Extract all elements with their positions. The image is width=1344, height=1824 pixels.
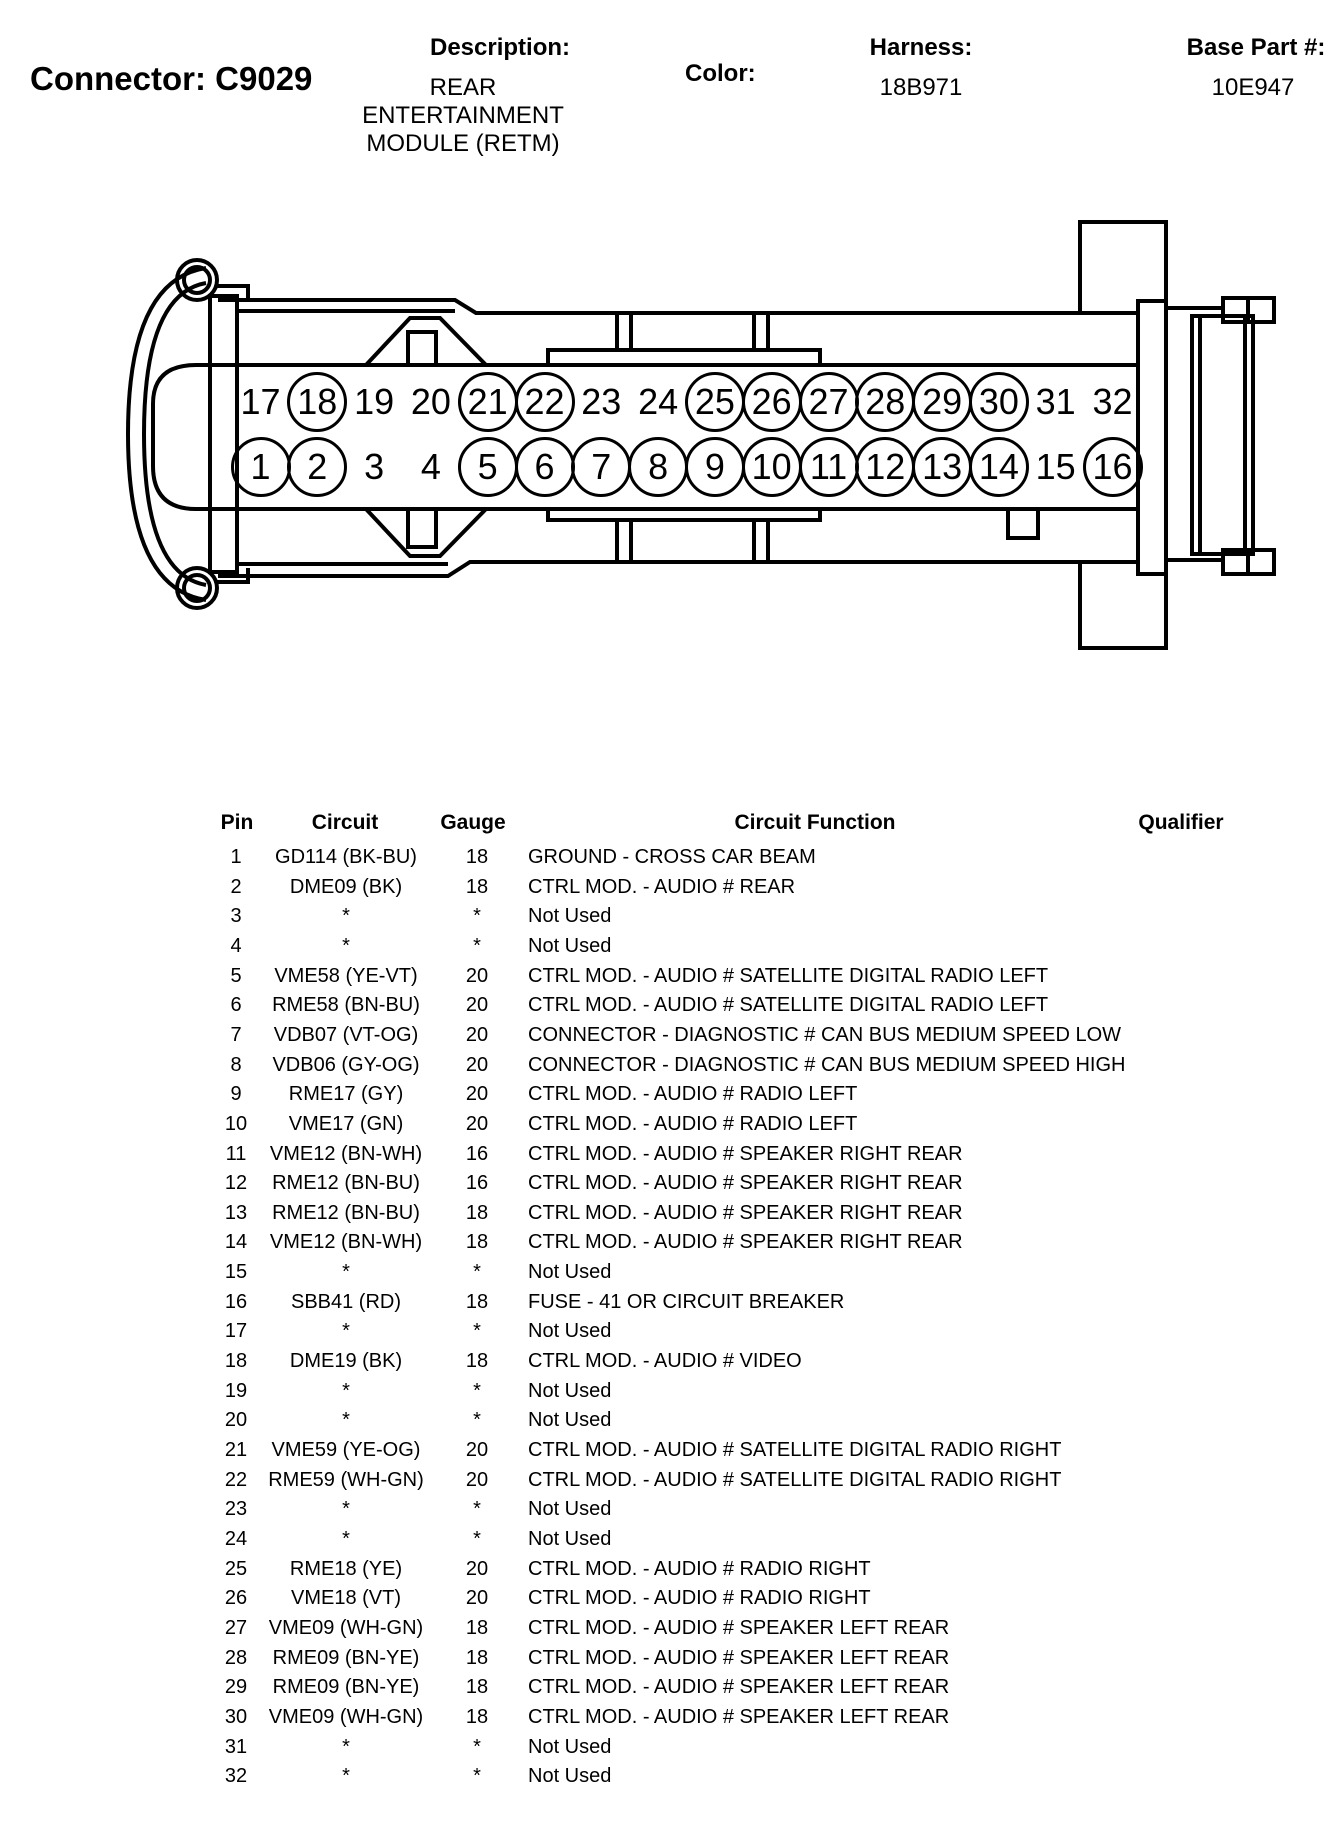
key-notch-top: [408, 332, 436, 365]
gauge-cell: *: [473, 1498, 481, 1521]
circuit-cell: *: [342, 1735, 350, 1758]
gauge-cell: 20: [465, 1053, 489, 1076]
gauge-cell: 18: [465, 1676, 489, 1699]
function-cell: Not Used: [528, 1379, 612, 1402]
function-cell: CTRL MOD. - AUDIO # SPEAKER RIGHT REAR: [528, 1142, 963, 1165]
pin-31: 31: [1035, 380, 1076, 422]
table-row: [0, 1054, 1344, 1084]
description-value: REAR ENTERTAINMENT MODULE (RETM): [362, 74, 564, 157]
table-row: [0, 1558, 1344, 1588]
pin-5: 5: [458, 437, 518, 497]
pin-cell: 7: [230, 1023, 242, 1046]
pin-cell: 18: [224, 1350, 248, 1373]
gauge-cell: *: [473, 905, 481, 928]
pin-cell: 20: [224, 1409, 248, 1432]
table-row: [0, 994, 1344, 1024]
col-pin: Pin: [220, 811, 254, 834]
function-cell: CTRL MOD. - AUDIO # SPEAKER LEFT REAR: [528, 1705, 950, 1728]
pin-cell: 2: [230, 875, 242, 898]
plateau-top-leg-left: [617, 313, 631, 350]
pin-10: 10: [742, 437, 802, 497]
table-row: [0, 935, 1344, 965]
circuit-cell: VME09 (WH-GN): [268, 1616, 424, 1639]
pin-cell: 29: [224, 1676, 248, 1699]
pin-cell: 31: [224, 1735, 248, 1758]
circuit-cell: VME12 (BN-WH): [269, 1231, 423, 1254]
function-cell: CTRL MOD. - AUDIO # VIDEO: [528, 1350, 802, 1373]
pin-cell: 1: [230, 846, 242, 868]
circuit-cell: *: [342, 1409, 350, 1432]
pin-cell: 9: [230, 1083, 242, 1106]
plateau-top-leg-right: [754, 313, 768, 350]
circuit-cell: VDB07 (VT-OG): [273, 1023, 419, 1046]
plateau-top: [548, 350, 820, 365]
table-row: [0, 1617, 1344, 1647]
pin-16: 16: [1083, 437, 1143, 497]
gauge-cell: 18: [465, 846, 489, 868]
circuit-cell: RME17 (GY): [288, 1083, 404, 1106]
pin-13: 13: [912, 437, 972, 497]
circuit-cell: RME09 (BN-YE): [272, 1676, 420, 1699]
circuit-cell: RME12 (BN-BU): [272, 1172, 420, 1195]
pin-cell: 25: [224, 1557, 248, 1580]
pin-25: 25: [685, 372, 745, 432]
base-part-value: 10E947: [1211, 74, 1295, 101]
gauge-cell: 18: [465, 1231, 489, 1254]
pin-cell: 30: [224, 1705, 248, 1728]
gauge-cell: 18: [465, 1290, 489, 1313]
table-row: [0, 1409, 1344, 1439]
pin-cell: 24: [224, 1527, 248, 1550]
pin-27: 27: [799, 372, 859, 432]
function-cell: Not Used: [528, 1261, 612, 1284]
function-cell: GROUND - CROSS CAR BEAM: [528, 846, 816, 868]
circuit-cell: DME19 (BK): [289, 1350, 403, 1373]
table-row: [0, 1736, 1344, 1766]
gauge-cell: 18: [465, 1705, 489, 1728]
circuit-cell: *: [342, 934, 350, 957]
pin-4: 4: [420, 445, 441, 487]
gauge-cell: *: [473, 1379, 481, 1402]
pin-15: 15: [1035, 445, 1076, 487]
function-cell: Not Used: [528, 1735, 612, 1758]
pin-30: 30: [969, 372, 1029, 432]
circuit-cell: DME09 (BK): [289, 875, 403, 898]
gauge-cell: *: [473, 1320, 481, 1343]
pin-18: 18: [287, 372, 347, 432]
circuit-cell: SBB41 (RD): [290, 1290, 402, 1313]
gauge-cell: 20: [465, 1468, 489, 1491]
function-cell: CTRL MOD. - AUDIO # SPEAKER RIGHT REAR: [528, 1172, 963, 1195]
pin-cell: 8: [230, 1053, 242, 1076]
plateau-bottom-leg-right: [754, 520, 768, 562]
gauge-cell: 18: [465, 1616, 489, 1639]
pin-cell: 12: [224, 1172, 248, 1195]
table-row: [0, 905, 1344, 935]
circuit-cell: *: [342, 905, 350, 928]
gauge-cell: 20: [465, 964, 489, 987]
circuit-cell: RME09 (BN-YE): [272, 1646, 420, 1669]
table-row: [0, 1291, 1344, 1321]
table-row: [0, 1202, 1344, 1232]
pin-12: 12: [855, 437, 915, 497]
function-cell: CTRL MOD. - AUDIO # RADIO LEFT: [528, 1083, 858, 1106]
function-cell: Not Used: [528, 905, 612, 928]
table-row: [0, 1706, 1344, 1736]
function-cell: CTRL MOD. - AUDIO # SPEAKER LEFT REAR: [528, 1646, 950, 1669]
function-cell: CTRL MOD. - AUDIO # RADIO RIGHT: [528, 1557, 871, 1580]
function-cell: FUSE - 41 OR CIRCUIT BREAKER: [528, 1290, 845, 1313]
function-cell: CTRL MOD. - AUDIO # SATELLITE DIGITAL RADIO LEFT: [528, 994, 1049, 1017]
pin-9: 9: [685, 437, 745, 497]
pin-cell: 21: [224, 1439, 248, 1461]
circuit-cell: *: [342, 1765, 350, 1788]
pin-8: 8: [628, 437, 688, 497]
pin-cell: 11: [225, 1142, 247, 1165]
table-row: [0, 846, 1344, 876]
harness-value: 18B971: [879, 74, 963, 101]
gauge-cell: 18: [465, 1646, 489, 1669]
key-notch-bottom: [408, 509, 436, 547]
function-cell: Not Used: [528, 1498, 612, 1521]
function-cell: CTRL MOD. - AUDIO # RADIO RIGHT: [528, 1587, 871, 1610]
pin-21: 21: [458, 372, 518, 432]
pin-cell: 15: [224, 1261, 248, 1284]
circuit-cell: *: [342, 1379, 350, 1402]
left-wall: [210, 296, 237, 572]
circuit-cell: VDB06 (GY-OG): [272, 1053, 420, 1076]
table-row: [0, 1765, 1344, 1795]
pin-cell: 23: [224, 1498, 248, 1521]
circuit-cell: VME18 (VT): [290, 1587, 402, 1610]
pin-cell: 28: [224, 1646, 248, 1669]
pin-cell: 19: [224, 1379, 248, 1402]
gauge-cell: *: [473, 1735, 481, 1758]
gauge-cell: 20: [465, 1112, 489, 1135]
function-cell: CTRL MOD. - AUDIO # SATELLITE DIGITAL RADIO RIGHT: [528, 1439, 1062, 1461]
connector-diagram: [0, 0, 1344, 700]
harness-label: Harness:: [869, 34, 973, 61]
circuit-cell: VME59 (YE-OG): [271, 1439, 421, 1461]
function-cell: CTRL MOD. - AUDIO # SPEAKER LEFT REAR: [528, 1616, 950, 1639]
connector-title: Connector: C9029: [30, 60, 313, 97]
table-row: [0, 1143, 1344, 1173]
gauge-cell: 20: [465, 1023, 489, 1046]
pin-28: 28: [855, 372, 915, 432]
table-row: [0, 1498, 1344, 1528]
col-circuit-function: Circuit Function: [734, 811, 896, 834]
circuit-cell: *: [342, 1498, 350, 1521]
pin-17: 17: [240, 380, 281, 422]
circuit-cell: *: [342, 1527, 350, 1550]
pin-23: 23: [581, 380, 622, 422]
pin-cell: 6: [230, 994, 242, 1017]
pin-cell: 5: [230, 964, 242, 987]
gauge-cell: 20: [465, 1083, 489, 1106]
table-row: [0, 1587, 1344, 1617]
gauge-cell: *: [473, 1261, 481, 1284]
table-row: [0, 1172, 1344, 1202]
right-flange: [1138, 301, 1166, 574]
table-row: [0, 1528, 1344, 1558]
table-row: [0, 876, 1344, 906]
description-label: Description:: [429, 34, 571, 61]
pin-1: 1: [231, 437, 291, 497]
circuit-cell: RME12 (BN-BU): [272, 1201, 420, 1224]
circuit-cell: *: [342, 1261, 350, 1284]
col-gauge: Gauge: [440, 811, 506, 834]
table-row: [0, 1261, 1344, 1291]
circuit-cell: VME58 (YE-VT): [274, 964, 418, 987]
circuit-cell: GD114 (BK-BU): [275, 846, 417, 868]
pin-19: 19: [354, 380, 395, 422]
circuit-cell: RME59 (WH-GN): [268, 1468, 424, 1491]
pin-24: 24: [638, 380, 679, 422]
gauge-cell: 16: [465, 1172, 489, 1195]
table-row: [0, 1113, 1344, 1143]
function-cell: CTRL MOD. - AUDIO # SATELLITE DIGITAL RADIO RIGHT: [528, 1468, 1062, 1491]
function-cell: CTRL MOD. - AUDIO # SATELLITE DIGITAL RADIO LEFT: [528, 964, 1049, 987]
function-cell: Not Used: [528, 1527, 612, 1550]
pin-cell: 13: [224, 1201, 248, 1224]
gauge-cell: *: [473, 1409, 481, 1432]
pin-cell: 4: [230, 934, 242, 957]
table-row: [0, 1380, 1344, 1410]
circuit-cell: VME12 (BN-WH): [269, 1142, 423, 1165]
table-row: [0, 1469, 1344, 1499]
base-part-label: Base Part #:: [1186, 34, 1326, 61]
function-cell: Not Used: [528, 934, 612, 957]
pin-29: 29: [912, 372, 972, 432]
function-cell: CTRL MOD. - AUDIO # SPEAKER LEFT REAR: [528, 1676, 950, 1699]
gauge-cell: 20: [465, 1439, 489, 1461]
function-cell: Not Used: [528, 1320, 612, 1343]
circuit-cell: VME09 (WH-GN): [268, 1705, 424, 1728]
pin-cell: 10: [224, 1112, 248, 1135]
pin-22: 22: [515, 372, 575, 432]
gauge-cell: 16: [465, 1142, 489, 1165]
key-trapezoid-top: [366, 318, 486, 365]
function-cell: CONNECTOR - DIAGNOSTIC # CAN BUS MEDIUM SPEED HIGH: [528, 1053, 1126, 1076]
table-row: [0, 1083, 1344, 1113]
table-row: [0, 1350, 1344, 1380]
gauge-cell: 18: [465, 875, 489, 898]
notch-bottom-right: [1008, 509, 1038, 538]
table-row: [0, 1320, 1344, 1350]
pin-7: 7: [571, 437, 631, 497]
col-circuit: Circuit: [311, 811, 379, 834]
gauge-cell: 18: [465, 1201, 489, 1224]
gauge-cell: *: [473, 1527, 481, 1550]
pin-26: 26: [742, 372, 802, 432]
circuit-cell: VME17 (GN): [288, 1112, 404, 1135]
table-row: [0, 1024, 1344, 1054]
function-cell: Not Used: [528, 1765, 612, 1788]
circuit-cell: RME58 (BN-BU): [272, 994, 420, 1017]
pin-cell: 14: [224, 1231, 248, 1254]
pin-cell: 22: [224, 1468, 248, 1491]
pin-6: 6: [515, 437, 575, 497]
table-row: [0, 1439, 1344, 1469]
function-cell: CONNECTOR - DIAGNOSTIC # CAN BUS MEDIUM SPEED LOW: [528, 1023, 1122, 1046]
table-row: [0, 1676, 1344, 1706]
pin-3: 3: [364, 445, 385, 487]
circuit-cell: RME18 (YE): [289, 1557, 403, 1580]
circuit-cell: *: [342, 1320, 350, 1343]
pin-20: 20: [410, 380, 451, 422]
pin-cell: 17: [224, 1320, 248, 1343]
pin-cell: 3: [230, 905, 242, 928]
pin-cell: 27: [224, 1616, 248, 1639]
gauge-cell: *: [473, 934, 481, 957]
pin-cell: 26: [224, 1587, 248, 1610]
gauge-cell: 20: [465, 994, 489, 1017]
pin-cell: 16: [224, 1290, 248, 1313]
left-cap-outer: [128, 268, 206, 600]
pin-32: 32: [1092, 380, 1133, 422]
function-cell: CTRL MOD. - AUDIO # REAR: [528, 875, 796, 898]
color-label: Color:: [685, 60, 756, 87]
function-cell: Not Used: [528, 1409, 612, 1432]
pin-2: 2: [287, 437, 347, 497]
gauge-cell: *: [473, 1765, 481, 1788]
table-row: [0, 1231, 1344, 1261]
table-row: [0, 1647, 1344, 1677]
pin-cell: 32: [224, 1765, 248, 1788]
function-cell: CTRL MOD. - AUDIO # SPEAKER RIGHT REAR: [528, 1231, 963, 1254]
function-cell: CTRL MOD. - AUDIO # SPEAKER RIGHT REAR: [528, 1201, 963, 1224]
gauge-cell: 20: [465, 1587, 489, 1610]
gauge-cell: 18: [465, 1350, 489, 1373]
left-cap-chamber: [153, 365, 237, 509]
col-qualifier: Qualifier: [1138, 811, 1224, 834]
table-row: [0, 965, 1344, 995]
function-cell: CTRL MOD. - AUDIO # RADIO LEFT: [528, 1112, 858, 1135]
plateau-bottom-leg-left: [617, 520, 631, 562]
pin-14: 14: [969, 437, 1029, 497]
pin-11: 11: [799, 437, 859, 497]
gauge-cell: 20: [465, 1557, 489, 1580]
